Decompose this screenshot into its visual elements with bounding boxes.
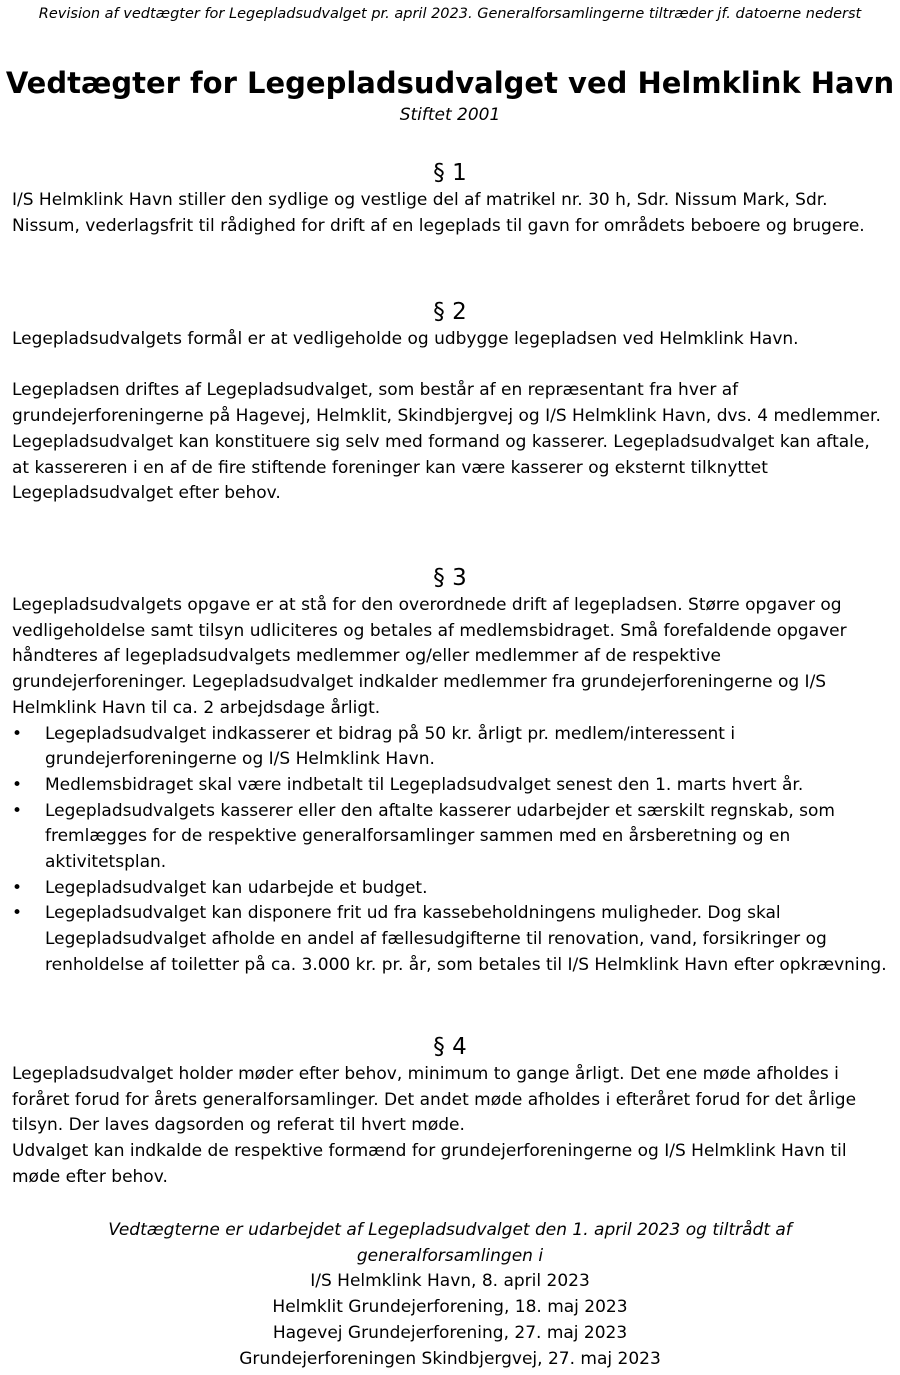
footer-intro: generalforsamlingen i (356, 1245, 544, 1266)
bullet-icon: • (12, 903, 23, 924)
document-title: Vedtægter for Legepladsudvalget ved Helmklink Havn (5, 66, 895, 100)
approval-footer (0, 1218, 900, 1372)
section-paragraph: Legepladsudvalget holder møder efter behov, minimum to gange årligt. Det ene møde afholdes i foråret forud for årets generalforsamlinger. Det andet møde afholdes i efteråret forud for det årlige tilsyn. Der laves dagsorden og referat til hvert møde. (12, 1064, 857, 1136)
section-paragraph: Legepladsudvalgets formål er at vedligeholde og udbygge legepladsen ved Helmklink Havn. (12, 329, 799, 349)
list-item-text: Legepladsudvalget kan disponere frit ud fra kassebeholdningens muligheder. Dog skal Legepladsudvalget afholde en andel af fællesudgifterne til renovation, vand, forsikringer og renholdelse af toiletter på ca. 3.000 kr. pr. år, som betales til I/S Helmklink Havn efter opkrævning. (45, 903, 887, 975)
approval-line: Hagevej Grundejerforening, 27. maj 2023 (272, 1322, 628, 1343)
list-item (12, 876, 892, 902)
bullet-icon: • (12, 723, 23, 744)
section-2 (12, 297, 892, 507)
bullet-list (12, 722, 892, 979)
section-4 (12, 1032, 892, 1191)
section-paragraph: I/S Helmklink Havn stiller den sydlige og vestlige del af matrikel nr. 30 h, Sdr. Nissum Mark, Sdr. Nissum, vederlagsfrit til rådighed for drift af en legeplads til gavn for områdets beboere og brugere. (12, 190, 865, 236)
document-subtitle: Stiftet 2001 (399, 105, 501, 125)
section-heading: § 4 (433, 1034, 467, 1060)
bullet-icon: • (12, 800, 23, 821)
list-item (12, 773, 892, 799)
list-item (12, 799, 892, 876)
footer-intro: Vedtægterne er udarbejdet af Legepladsudvalget den 1. april 2023 og tiltrådt af (108, 1220, 792, 1240)
list-item (12, 722, 892, 773)
list-item-text: Legepladsudvalget kan udarbejde et budget. (45, 877, 428, 898)
approval-line: I/S Helmklink Havn, 8. april 2023 (310, 1271, 590, 1292)
section-heading: § 1 (433, 160, 467, 186)
header-note: Revision af vedtægter for Legepladsudvalget pr. april 2023. Generalforsamlingerne tiltræder jf. datoerne nederst (38, 6, 862, 22)
section-paragraph: Legepladsen driftes af Legepladsudvalget, som består af en repræsentant fra hver af grundejerforeningerne på Hagevej, Helmklit, Skindbjergvej og I/S Helmklink Havn, dvs. 4 medlemmer. (12, 380, 881, 427)
bullet-icon: • (12, 774, 23, 795)
approval-line: Helmklit Grundejerforening, 18. maj 2023 (272, 1297, 628, 1318)
section-3 (12, 563, 892, 979)
section-heading: § 3 (433, 565, 467, 591)
section-heading: § 2 (433, 299, 467, 325)
section-paragraph: Udvalget kan indkalde de respektive formænd for grundejerforeningerne og I/S Helmklink Havn til møde efter behov. (12, 1141, 847, 1187)
list-item-text: Legepladsudvalget indkasserer et bidrag på 50 kr. årligt pr. medlem/interessent i grundejerforeningerne og I/S Helmklink Havn. (45, 723, 736, 770)
list-item (12, 901, 892, 978)
list-item-text: Medlemsbidraget skal være indbetalt til Legepladsudvalget senest den 1. marts hvert år. (45, 774, 804, 795)
bullet-icon: • (12, 877, 23, 898)
list-item-text: Legepladsudvalgets kasserer eller den aftalte kasserer udarbejder et særskilt regnskab, som fremlægges for de respektive generalforsamlinger sammen med en årsberetning og en aktivitetsplan. (45, 800, 835, 873)
section-paragraph: Legepladsudvalgets opgave er at stå for den overordnede drift af legepladsen. Større opgaver og vedligeholdelse samt tilsyn udliciteres og betales af medlemsbidraget. Små forefaldende opgaver håndteres af legepladsudvalgets medlemmer og/eller medlemmer af de respektive grundejerforeninger. Legepladsudvalget indkalder medlemmer fra grundejerforeningerne og I/S Helmklink Havn til ca. 2 arbejdsdage årligt. (12, 595, 847, 718)
section-paragraph: Legepladsudvalget kan konstituere sig selv med formand og kasserer. Legepladsudvalget kan aftale, at kassereren i en af de fire stiftende foreninger kan være kasserer og eksternt tilknyttet Legepladsudvalget efter behov. (12, 431, 870, 504)
approval-line: Grundejerforeningen Skindbjergvej, 27. maj 2023 (239, 1348, 661, 1369)
section-1 (12, 158, 892, 239)
